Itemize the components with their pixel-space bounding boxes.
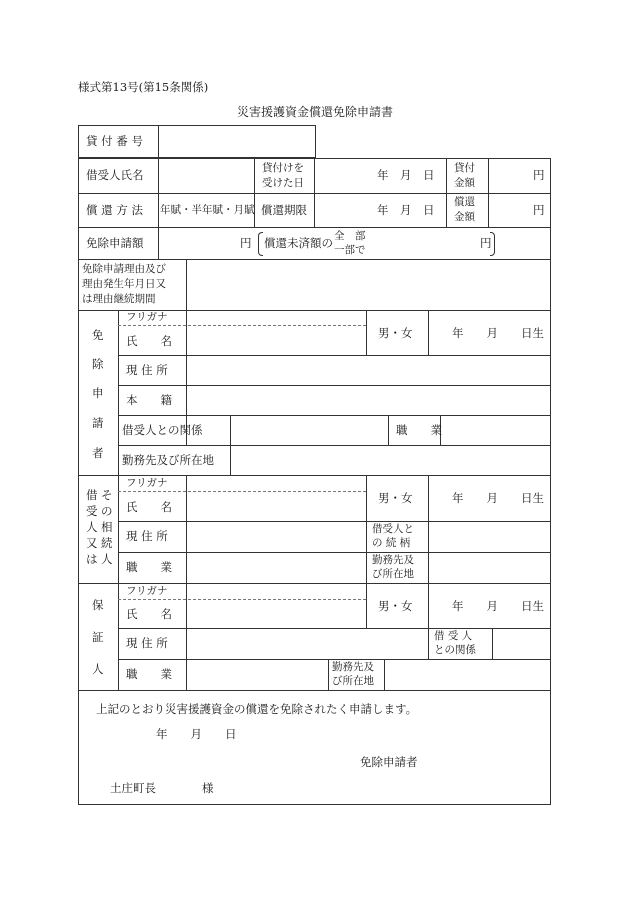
unpaid-part: 一部で xyxy=(334,244,366,256)
declaration-date: 年 月 日 xyxy=(156,727,237,741)
heir-relation-label-1: 借受人と xyxy=(372,523,414,535)
guarantor-relation-label-1: 借 受 人 xyxy=(434,630,473,642)
loan-amount-label-1: 貸付 xyxy=(454,162,475,174)
reason-label-1: 免除申請理由及び xyxy=(82,263,166,275)
repayment-date-value: 年 月 日 xyxy=(377,203,435,217)
reason-label-2: 理由発生年月日又 xyxy=(82,278,166,290)
heir-side-1-5: は xyxy=(86,552,98,566)
unpaid-label: 償還未済額の xyxy=(264,236,333,250)
applicant-side-2: 除 xyxy=(92,357,104,371)
heir-side-2-4: 続 xyxy=(101,536,113,550)
applicant-workplace-label: 勤務先及び所在地 xyxy=(122,453,214,467)
repayment-amount-label-2: 金額 xyxy=(454,211,475,223)
guarantor-occupation-label: 職 業 xyxy=(126,667,172,681)
heir-side-2-3: 相 xyxy=(101,520,113,534)
loan-amount-label-2: 金額 xyxy=(454,177,475,189)
guarantor-gender: 男・女 xyxy=(378,599,413,613)
declaration-statement: 上記のとおり災害援護資金の償還を免除されたく申請します。 xyxy=(96,702,418,716)
loan-date-value: 年 月 日 xyxy=(377,168,435,182)
reason-label-3: は理由継続期間 xyxy=(82,293,156,305)
guarantor-name-label: 氏 名 xyxy=(126,607,172,621)
applicant-side-1: 免 xyxy=(92,328,104,342)
repayment-amount-label-1: 償還 xyxy=(454,196,475,208)
applicant-address-label: 現 住 所 xyxy=(126,363,168,377)
applicant-side-4: 請 xyxy=(92,416,104,430)
borrower-name-label: 借受人氏名 xyxy=(86,168,144,182)
applicant-occupation-label: 職 業 xyxy=(396,423,442,437)
declaration-addressee: 土庄町長 xyxy=(110,781,156,795)
applicant-name-label: 氏 名 xyxy=(126,334,172,348)
repayment-period-label: 償還期限 xyxy=(261,203,307,217)
heir-side-1-3: 人 xyxy=(86,520,98,534)
declaration-applicant-label: 免除申請者 xyxy=(360,755,418,769)
heir-address-label: 現 住 所 xyxy=(126,529,168,543)
guarantor-workplace-label-1: 勤務先及 xyxy=(332,661,374,673)
form-title: 災害援護資金償還免除申請書 xyxy=(236,105,393,119)
heir-name-label: 氏 名 xyxy=(126,500,172,514)
heir-furigana-label: フリガナ xyxy=(126,477,168,489)
heir-workplace-label-1: 勤務先及 xyxy=(372,554,414,566)
heir-side-2-5: 人 xyxy=(101,552,113,566)
guarantor-side-1: 保 xyxy=(92,598,104,612)
guarantor-side-3: 人 xyxy=(92,662,104,676)
repayment-method-options: 年賦・半年賦・月賦 xyxy=(160,204,255,216)
guarantor-relation-label-2: との関係 xyxy=(434,644,476,656)
exemption-amount-yen: 円 xyxy=(240,236,252,250)
repayment-method-label: 償 還 方 法 xyxy=(86,203,143,217)
applicant-side-5: 者 xyxy=(92,446,104,460)
loan-amount-yen: 円 xyxy=(533,168,545,182)
repayment-amount-yen: 円 xyxy=(533,203,545,217)
guarantor-workplace-label-2: び所在地 xyxy=(332,675,374,687)
declaration-honorific: 様 xyxy=(202,781,214,795)
heir-birth: 年 月 日生 xyxy=(452,491,544,505)
heir-side-2-1: そ xyxy=(101,488,113,502)
heir-workplace-label-2: び所在地 xyxy=(372,568,414,580)
loan-date-label-1: 貸付けを xyxy=(262,162,304,174)
guarantor-birth: 年 月 日生 xyxy=(452,599,544,613)
applicant-birth: 年 月 日生 xyxy=(452,326,544,340)
applicant-gender: 男・女 xyxy=(378,326,413,340)
applicant-side-3: 申 xyxy=(92,386,104,400)
heir-side-1-2: 受 xyxy=(86,504,98,518)
heir-occupation-label: 職 業 xyxy=(126,560,172,574)
guarantor-side-2: 証 xyxy=(92,630,104,644)
heir-relation-label-2: の 続 柄 xyxy=(372,537,411,549)
applicant-furigana-label: フリガナ xyxy=(126,311,168,323)
applicant-domicile-label: 本 籍 xyxy=(126,393,172,407)
exemption-amount-label: 免除申請額 xyxy=(86,236,144,250)
loan-number-label: 貸 付 番 号 xyxy=(86,134,143,148)
unpaid-all: 全 部 xyxy=(334,230,366,242)
heir-side-1-1: 借 xyxy=(86,488,98,502)
heir-side-1-4: 又 xyxy=(86,536,98,550)
form-number: 様式第13号(第15条関係) xyxy=(78,80,209,94)
guarantor-address-label: 現 住 所 xyxy=(126,636,168,650)
guarantor-furigana-label: フリガナ xyxy=(126,585,168,597)
heir-side-2-2: の xyxy=(101,504,113,518)
loan-date-label-2: 受けた日 xyxy=(262,177,304,189)
unpaid-yen: 円 xyxy=(480,236,492,250)
applicant-relation-label: 借受人との関係 xyxy=(122,423,203,437)
heir-gender: 男・女 xyxy=(378,491,413,505)
